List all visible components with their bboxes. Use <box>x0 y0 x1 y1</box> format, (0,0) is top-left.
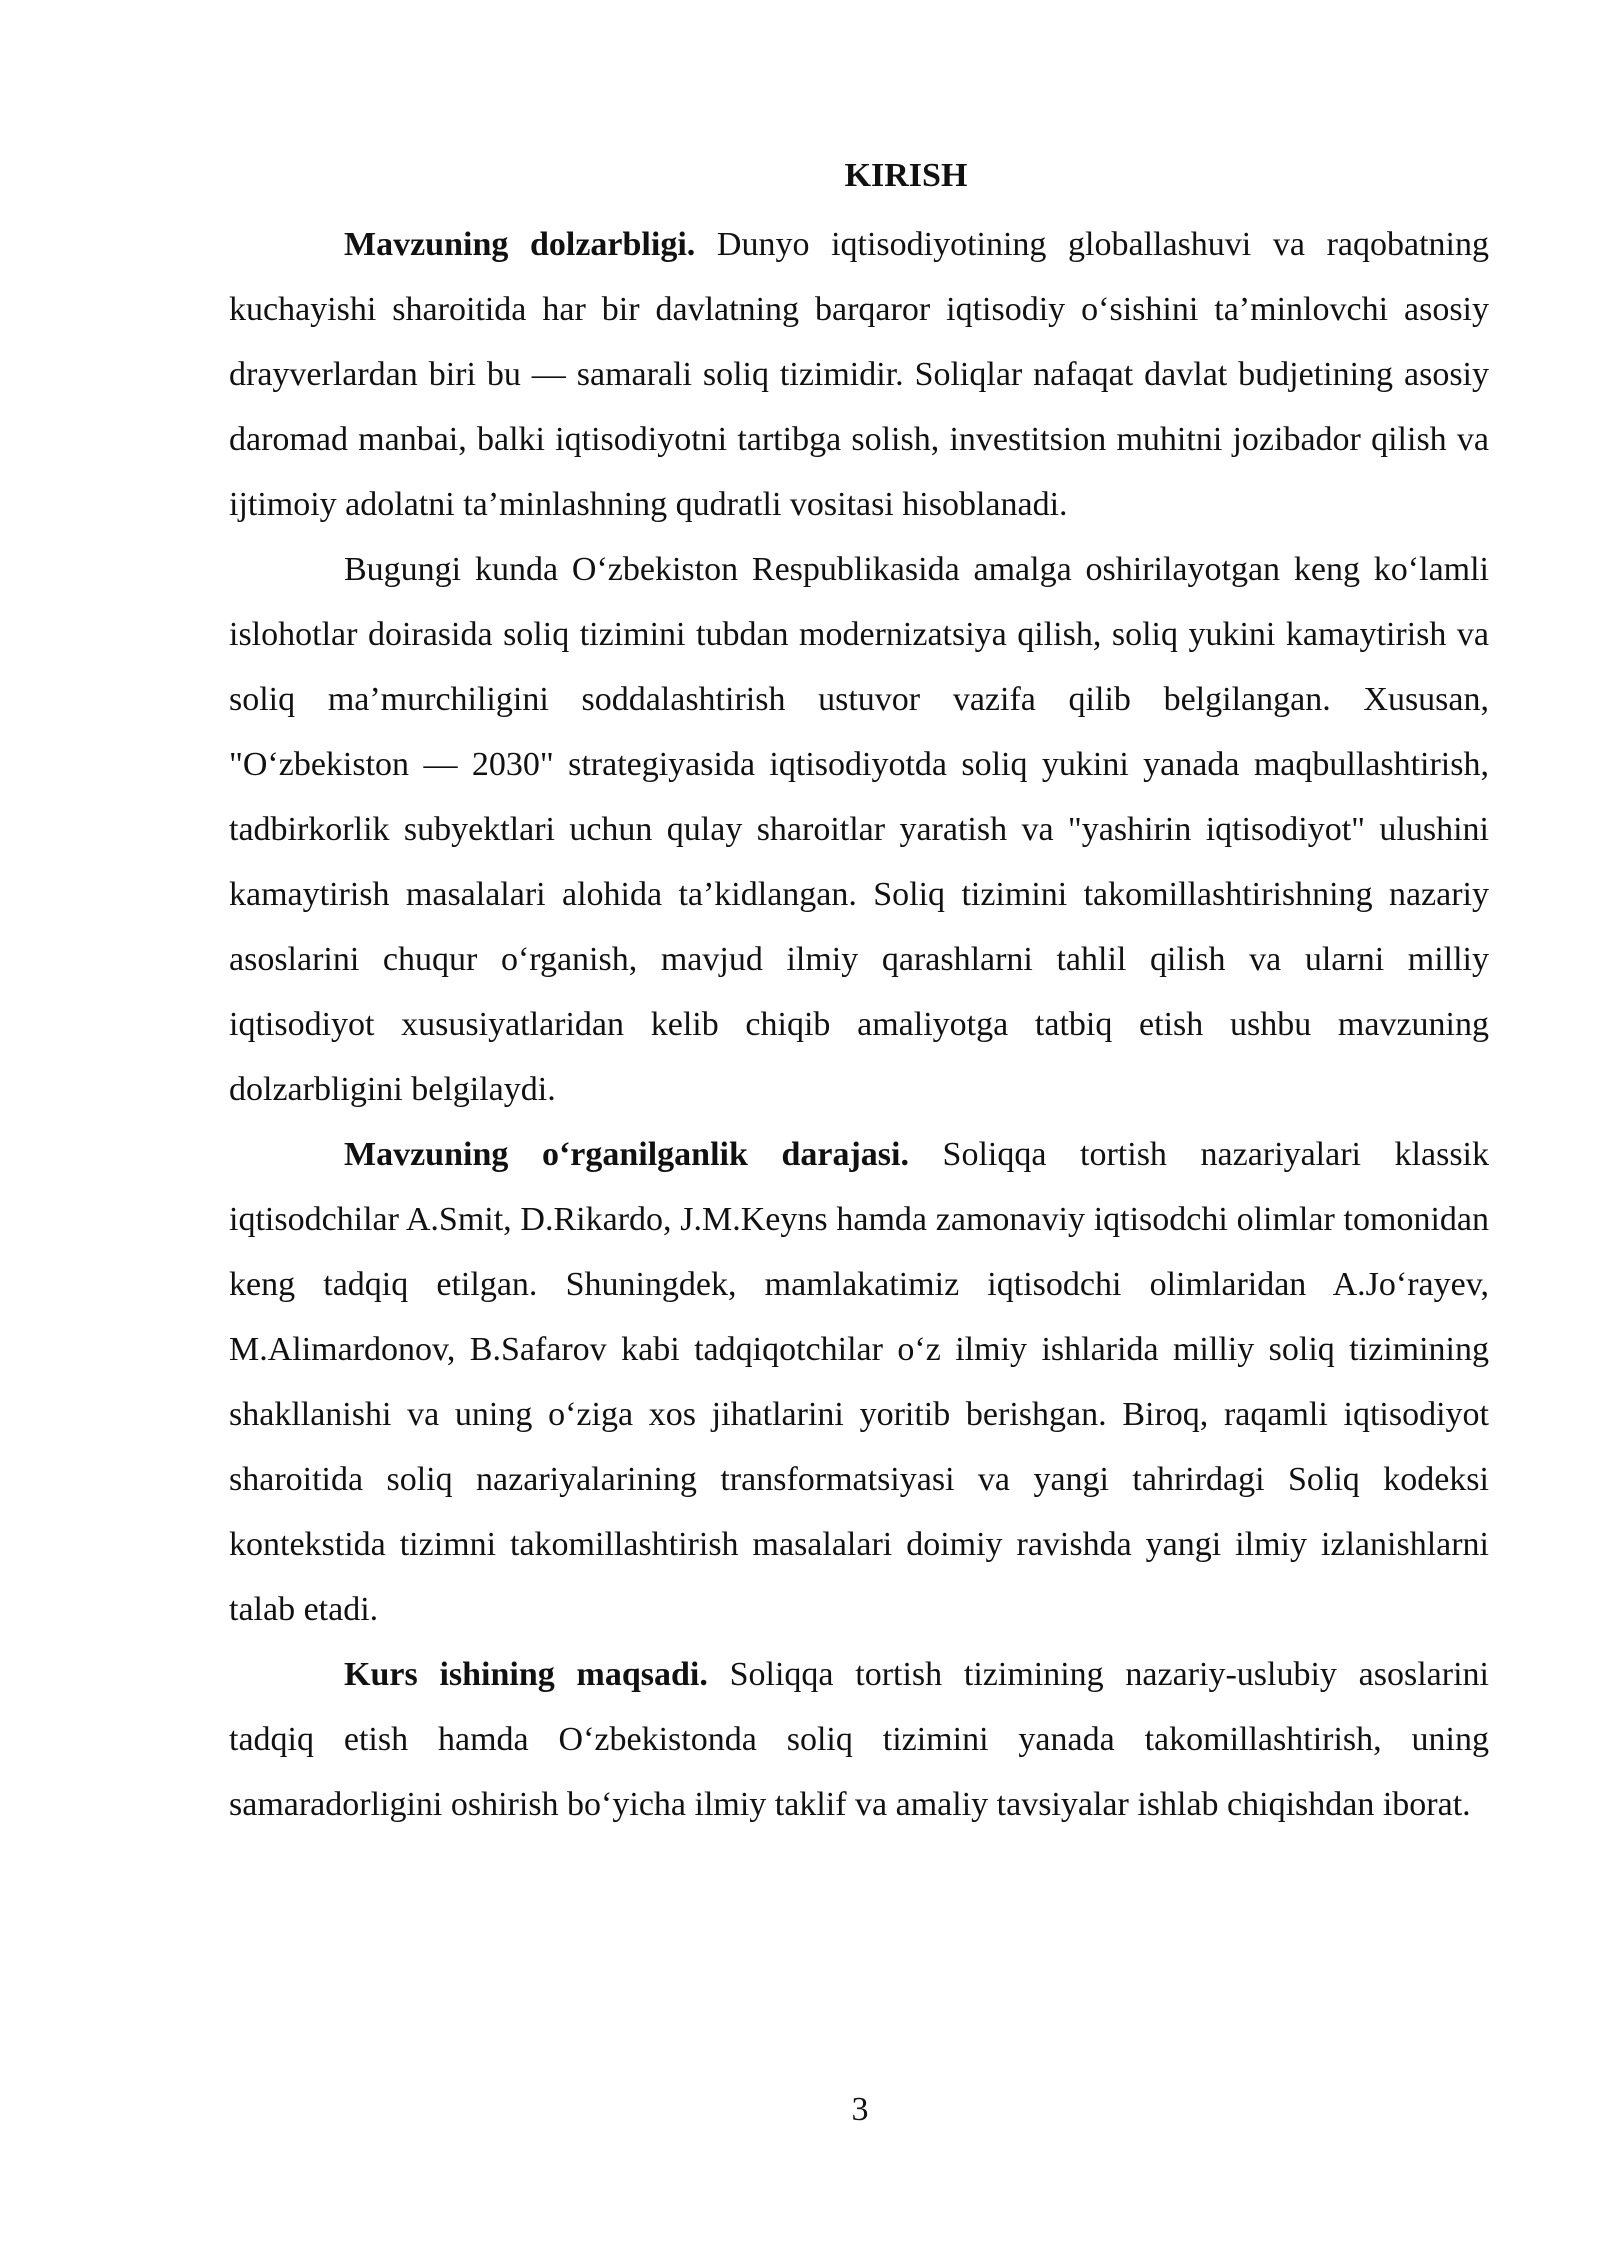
paragraph-text: Bugungi kunda O‘zbekiston Respublikasida amalga oshirilayotgan keng ko‘lamli islohotlar doirasida soliq tizimini tubdan modernizatsiya qilish, soliq yukini kamaytirish va soliq ma’murchiligini soddalashtirish ustuvor vazifa qilib belgilangan. Xususan, "O‘zbekiston — 2030" strategiyasida iqtisodiyotda soliq yukini yanada maqbullashtirish, tadbirkorlik subyektlari uchun qulay sharoitlar yaratish va "yashirin iqtisodiyot" ulushini kamaytirish masalalari alohida ta’kidlangan. Soliq tizimini takomillashtirishning nazariy asoslarini chuqur o‘rganish, mavjud ilmiy qarashlarni tahlil qilish va ularni milliy iqtisodiyot xususiyatlaridan kelib chiqib amaliyotga tatbiq etish ushbu mavzuning dolzarbligini belgilaydi. <box>229 551 1489 1108</box>
paragraph-text: Soliqqa tortish tizimining nazariy-uslubiy asoslarini tadqiq etish hamda O‘zbekistonda soliq tizimini yanada takomillashtirish, uning samaradorligini oshirish bo‘yicha ilmiy taklif va amaliy tavsiyalar ishlab chiqishdan iborat. <box>229 1656 1489 1823</box>
section-heading: KIRISH <box>844 157 968 194</box>
paragraph-lead: Mavzuning o‘rganilganlik darajasi. <box>344 1136 909 1173</box>
paragraph-reforms <box>229 537 1489 1122</box>
document-page <box>229 150 1489 1837</box>
paragraph-study-degree <box>229 1122 1489 1642</box>
paragraph-relevance <box>229 212 1489 537</box>
paragraph-text: Dunyo iqtisodiyotining globallashuvi va raqobatning kuchayishi sharoitida har bir davlatning barqaror iqtisodiy o‘sishini ta’minlovchi asosiy drayverlardan biri bu — samarali soliq tizimidir. Soliqlar nafaqat davlat budjetining asosiy daromad manbai, balki iqtisodiyotni tartibga solish, investitsion muhitni jozibador qilish va ijtimoiy adolatni ta’minlashning qudratli vositasi hisoblanadi. <box>229 226 1489 523</box>
paragraph-text: Soliqqa tortish nazariyalari klassik iqtisodchilar A.Smit, D.Rikardo, J.M.Keyns hamda zamonaviy iqtisodchi olimlar tomonidan keng tadqiq etilgan. Shuningdek, mamlakatimiz iqtisodchi olimlaridan A.Jo‘rayev, M.Alimardonov, B.Safarov kabi tadqiqotchilar o‘z ilmiy ishlarida milliy soliq tizimining shakllanishi va uning o‘ziga xos jihatlarini yoritib berishgan. Biroq, raqamli iqtisodiyot sharoitida soliq nazariyalarining transformatsiyasi va yangi tahrirdagi Soliq kodeksi kontekstida tizimni takomillashtirish masalalari doimiy ravishda yangi ilmiy izlanishlarni talab etadi. <box>229 1136 1490 1628</box>
paragraph-lead: Mavzuning dolzarbligi. <box>344 226 696 263</box>
page-number: 3 <box>851 2091 869 2128</box>
paragraph-lead: Kurs ishining maqsadi. <box>344 1656 708 1693</box>
paragraph-goal <box>229 1642 1489 1837</box>
